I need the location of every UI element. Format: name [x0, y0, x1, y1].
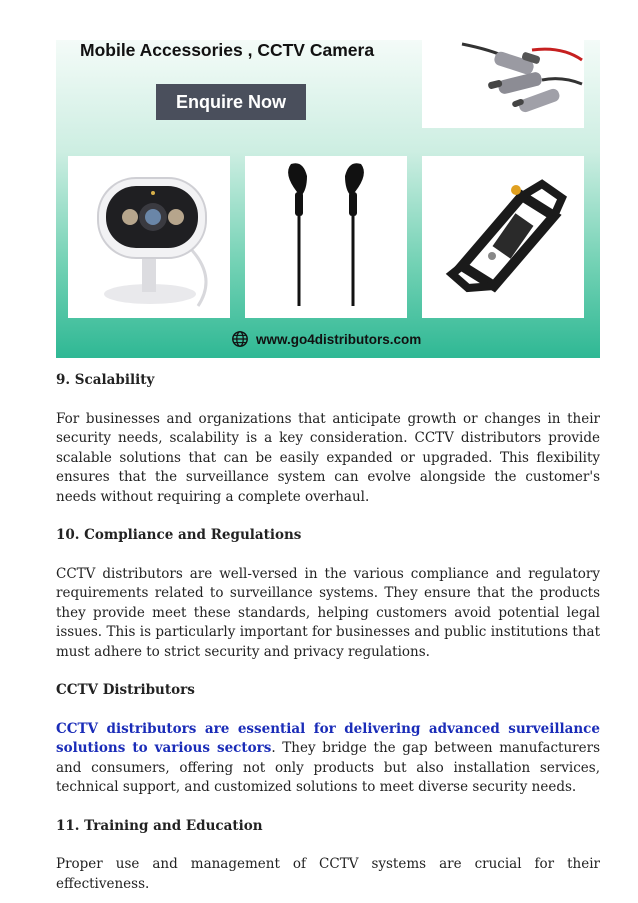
section-heading-scalability: 9. Scalability — [56, 372, 155, 388]
globe-icon — [231, 330, 249, 348]
enquire-now-button[interactable]: Enquire Now — [156, 84, 306, 120]
section-heading-training: 11. Training and Education — [56, 817, 263, 834]
website-url[interactable] — [231, 330, 421, 348]
cctv-camera-image — [68, 156, 230, 318]
advertisement-banner[interactable] — [56, 40, 600, 358]
earphones-image — [245, 156, 407, 318]
section-body-compliance: CCTV distributors are well-versed in the various compliance and regulatory requirements related to surveillance systems. They ensure that the products they provide meet these standards, helping customers avoid potential legal issues. This is particularly important for businesses and public institutions that must adhere to strict security and privacy regulations. — [56, 565, 600, 660]
website-url-text: www.go4distributors.com — [256, 331, 422, 347]
section-body-cctv-distributors — [56, 720, 600, 798]
section-body-scalability: For businesses and organizations that anticipate growth or changes in their security needs, scalability is a key consideration. CCTV distributors provide scalable solutions that can be easily expanded or upgraded. This flexibility ensures that the surveillance system can evolve alongside the customer's needs without requiring a complete overhaul. — [56, 410, 600, 505]
usb-cable-image — [422, 40, 584, 128]
section-heading-cctv-distributors: CCTV Distributors — [56, 682, 195, 698]
banner-title: Mobile Accessories , CCTV Camera — [80, 40, 375, 60]
section-body-training: Proper use and management of CCTV systems are crucial for their effectiveness. — [56, 856, 600, 892]
article-content — [56, 371, 600, 894]
phone-holder-image — [422, 156, 584, 318]
cctv-distributors-link[interactable]: CCTV distributors are essential for delivering advanced surveillance solutions to various sectors — [56, 720, 600, 756]
section-heading-compliance: 10. Compliance and Regulations — [56, 527, 302, 543]
cctv-distributors-body-text: . They bridge the gap between manufacturers and consumers, offering not only products but also installation services, technical support, and customized solutions to meet diverse security needs. — [56, 740, 600, 795]
